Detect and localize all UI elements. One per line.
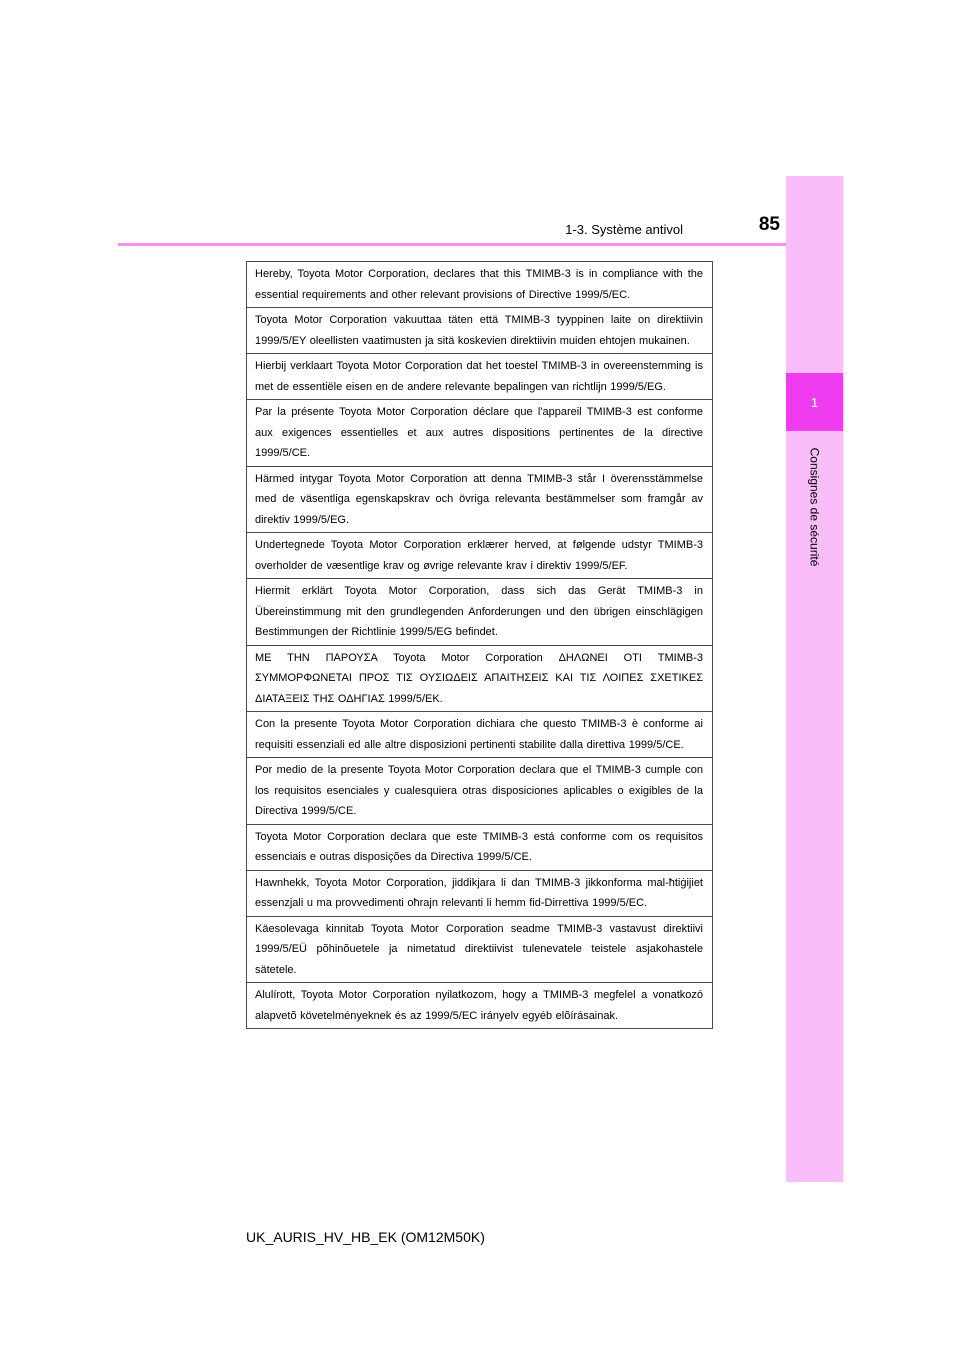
declaration-french: Par la présente Toyota Motor Corporation déclare que l'appareil TMIMB-3 est conforme aux exigences essentielles et aux autres dispositions pertinentes de la directive 1999/5/CE. xyxy=(247,400,713,467)
declaration-english: Hereby, Toyota Motor Corporation, declares that this TMIMB-3 is in compliance with the essential requirements and other relevant provisions of Directive 1999/5/EC. xyxy=(247,262,713,308)
declaration-greek: ΜΕ ΤΗΝ ΠΑΡΟΥΣΑ Toyota Motor Corporation ΔΗΛΩΝΕΙ ΟΤΙ TMIMB-3 ΣΥΜΜΟΡΦΩΝΕΤΑΙ ΠΡΟΣ ΤΙΣ ΟΥΣΙΩΔΕΙΣ ΑΠΑΙΤΗΣΕΙΣ ΚΑΙ ΤΙΣ ΛΟΙΠΕΣ ΣΧΕΤΙΚΕΣ ΔΙΑΤΑΞΕΙΣ ΤΗΣ ΟΔΗΓΙΑΣ 1999/5/ΕΚ. xyxy=(247,645,713,712)
chapter-title-tab xyxy=(786,432,843,582)
side-tab-band xyxy=(786,176,843,1182)
declaration-german: Hiermit erklärt Toyota Motor Corporation, dass sich das Gerät TMIMB-3 in Übereinstimmung mit den grundlegenden Anforderungen und den übrigen einschlägigen Bestimmungen der Richtlinie 1999/5/EG befindet. xyxy=(247,579,713,646)
section-title: 1-3. Système antivol xyxy=(565,222,683,237)
table-row xyxy=(247,758,713,825)
table-row xyxy=(247,400,713,467)
page-number: 85 xyxy=(758,214,780,235)
table-row xyxy=(247,824,713,870)
table-row xyxy=(247,712,713,758)
document-code: UK_AURIS_HV_HB_EK (OM12M50K) xyxy=(246,1229,485,1245)
table-row xyxy=(247,916,713,983)
table-row xyxy=(247,354,713,400)
table-row xyxy=(247,308,713,354)
declaration-italian: Con la presente Toyota Motor Corporation dichiara che questo TMIMB-3 è conforme ai requisiti essenziali ed alle altre disposizioni pertinenti stabilite dalla direttiva 1999/5/CE. xyxy=(247,712,713,758)
declaration-danish: Undertegnede Toyota Motor Corporation erklærer herved, at følgende udstyr TMIMB-3 overholder de væsentlige krav og øvrige relevante krav i direktiv 1999/5/EF. xyxy=(247,533,713,579)
table-row xyxy=(247,645,713,712)
chapter-title: Consignes de sécurité xyxy=(807,447,822,567)
declaration-hungarian: Alulírott, Toyota Motor Corporation nyilatkozom, hogy a TMIMB-3 megfelel a vonatkozó alapvetõ követelményeknek és az 1999/5/EC irányelv egyéb elõírásainak. xyxy=(247,983,713,1029)
table-row xyxy=(247,983,713,1029)
declaration-estonian: Käesolevaga kinnitab Toyota Motor Corporation seadme TMIMB-3 vastavust direktiivi 1999/5/EÜ põhinõuetele ja nimetatud direktiivist tulenevatele teistele asjakohastele sätetele. xyxy=(247,916,713,983)
declaration-finnish: Toyota Motor Corporation vakuuttaa täten että TMIMB-3 tyyppinen laite on direktiivin 1999/5/EY oleellisten vaatimusten ja sitä koskevien direktiivin muiden ehtojen mukainen. xyxy=(247,308,713,354)
table-row xyxy=(247,870,713,916)
declarations-table xyxy=(246,261,713,1029)
declaration-dutch: Hierbij verklaart Toyota Motor Corporation dat het toestel TMIMB-3 in overeenstemming is met de essentiële eisen en de andere relevante bepalingen van richtlijn 1999/5/EG. xyxy=(247,354,713,400)
declaration-spanish: Por medio de la presente Toyota Motor Corporation declara que el TMIMB-3 cumple con los requisitos esenciales y cualesquiera otras disposiciones aplicables o exigibles de la Directiva 1999/5/CE. xyxy=(247,758,713,825)
declaration-portuguese: Toyota Motor Corporation declara que este TMIMB-3 está conforme com os requisitos essenciais e outras disposições da Directiva 1999/5/CE. xyxy=(247,824,713,870)
header-rule xyxy=(118,243,786,246)
table-row xyxy=(247,262,713,308)
chapter-number: 1 xyxy=(810,394,819,410)
chapter-number-tab xyxy=(786,373,843,431)
table-row xyxy=(247,533,713,579)
table-row xyxy=(247,466,713,533)
declaration-maltese: Hawnhekk, Toyota Motor Corporation, jiddikjara li dan TMIMB-3 jikkonforma mal-ħtiġijiet essenzjali u ma provvedimenti oħrajn relevanti li hemm fid-Dirrettiva 1999/5/EC. xyxy=(247,870,713,916)
table-row xyxy=(247,579,713,646)
declaration-swedish: Härmed intygar Toyota Motor Corporation att denna TMIMB-3 står I överensstämmelse med de väsentliga egenskapskrav och övriga relevanta bestämmelser som framgår av direktiv 1999/5/EG. xyxy=(247,466,713,533)
